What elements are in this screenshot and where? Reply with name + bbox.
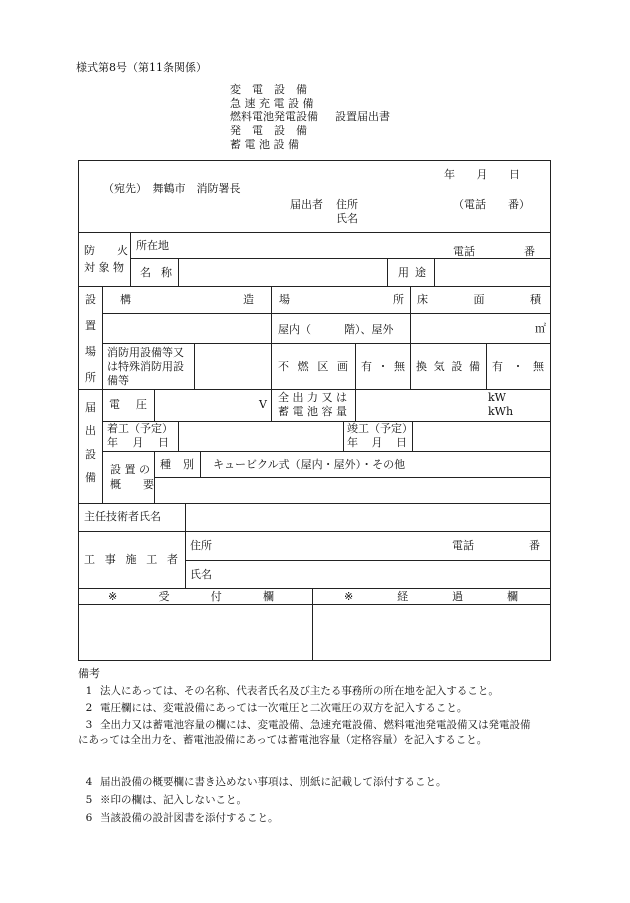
title-equipment-5: 蓄 電 池 設 備 xyxy=(230,138,299,151)
note-item: 3 全出力又は蓄電池容量の欄には、変電設備、急速充電設備、燃料電池発電設備又は発電設備にあっては全出力を、蓄電池設備にあっては蓄電池容量（定格容量）を記入すること。 xyxy=(78,719,531,746)
target-phone-label: 電話 番 xyxy=(453,245,535,258)
note-item: 5 ※印の欄は、記入しないこと。 xyxy=(85,794,247,806)
notifier-address-label: 住所 xyxy=(336,198,358,211)
note-item: 4 届出設備の概要欄に書き込めない事項は、別紙に記載して添付すること。 xyxy=(85,776,447,788)
equipment-heading-1: 届 xyxy=(85,401,96,414)
overview-label-1: 設 置 の xyxy=(110,463,150,476)
target-location-label: 所在地 xyxy=(136,239,169,252)
contractor-address-label: 住所 xyxy=(190,539,212,552)
end-label: 竣工（予定） xyxy=(347,422,413,435)
contractor-heading: 工 事 施 工 者 xyxy=(84,553,178,566)
notifier-label: 届出者 xyxy=(290,198,323,211)
note-item: 6 当該設備の設計図書を添付すること。 xyxy=(85,812,279,824)
title-equipment-3: 燃料電池発電設備 xyxy=(230,110,318,123)
area-unit: ㎡ xyxy=(535,322,546,335)
target-heading-1: 防 火 xyxy=(84,244,128,257)
place-label: 場 所 xyxy=(279,293,404,306)
note-item: 2 電圧欄には、変電設備にあっては一次電圧と二次電圧の双方を記入すること。 xyxy=(85,702,468,714)
notifier-name-label: 氏名 xyxy=(336,212,358,225)
indoor-outdoor: 屋内（ 階）、屋外 xyxy=(278,323,394,336)
target-name-label: 名 称 xyxy=(140,266,172,279)
reception-heading: ※ 受 付 欄 xyxy=(108,590,274,603)
equipment-heading-4: 備 xyxy=(85,471,96,484)
progress-heading: ※ 経 過 欄 xyxy=(344,590,518,603)
type-label: 種 別 xyxy=(160,458,194,471)
title-equipment-4: 発 電 設 備 xyxy=(230,124,307,137)
addressee: （宛先） 舞鶴市 消防署長 xyxy=(103,182,241,195)
fireproof-label: 不 燃 区 画 xyxy=(278,360,348,373)
ventilation-label: 換 気 設 備 xyxy=(416,360,480,373)
title-suffix: 設置届出書 xyxy=(335,110,390,123)
site-heading-3: 場 xyxy=(85,345,96,358)
form-number: 様式第8号（第11条関係） xyxy=(76,61,207,74)
ventilation-choice: 有 ・ 無 xyxy=(492,360,544,373)
voltage-unit: V xyxy=(259,398,267,411)
output-label-2: 蓄 電 池 容 量 xyxy=(278,405,347,418)
date-ymd: 年 月 日 xyxy=(444,168,520,181)
target-heading-2: 対 象 物 xyxy=(84,261,124,274)
note-item: 1 法人にあっては、その名称、代表者氏名及び主たる事務所の所在地を記入すること。 xyxy=(85,685,499,697)
site-heading-2: 置 xyxy=(85,319,96,332)
voltage-label: 電 圧 xyxy=(109,398,147,411)
target-use-label: 用 途 xyxy=(398,266,426,279)
site-heading-4: 所 xyxy=(85,371,96,384)
output-unit-kwh: kWh xyxy=(488,405,514,418)
chief-engineer-label: 主任技術者氏名 xyxy=(84,510,161,523)
output-label-1: 全 出 力 又 は xyxy=(278,391,347,404)
end-ymd: 年 月 日 xyxy=(347,436,407,449)
contractor-phone-label: 電話 番 xyxy=(452,539,540,552)
contractor-name-label: 氏名 xyxy=(190,568,212,581)
start-ymd: 年 月 日 xyxy=(107,436,169,449)
notifier-phone-label: （電話 番） xyxy=(453,198,530,211)
structure-label: 構 造 xyxy=(120,293,254,306)
type-value: キュービクル式（屋内・屋外）・その他 xyxy=(213,458,406,471)
floor-area-label: 床 面 積 xyxy=(417,293,541,306)
title-equipment-2: 急 速 充 電 設 備 xyxy=(230,97,314,110)
output-unit-kw: kW xyxy=(488,391,506,404)
site-heading-1: 設 xyxy=(85,293,96,306)
equipment-heading-3: 設 xyxy=(85,448,96,461)
overview-label-2: 概 要 xyxy=(110,478,154,491)
fireproof-choice: 有 ・ 無 xyxy=(361,360,405,373)
equipment-heading-2: 出 xyxy=(85,424,96,437)
fire-equipment-label: 消防用設備等又は特殊消防用設備等 xyxy=(107,346,184,387)
start-label: 着工（予定） xyxy=(107,422,173,435)
title-equipment-1: 変 電 設 備 xyxy=(230,83,307,96)
notes-heading: 備考 xyxy=(78,667,100,680)
